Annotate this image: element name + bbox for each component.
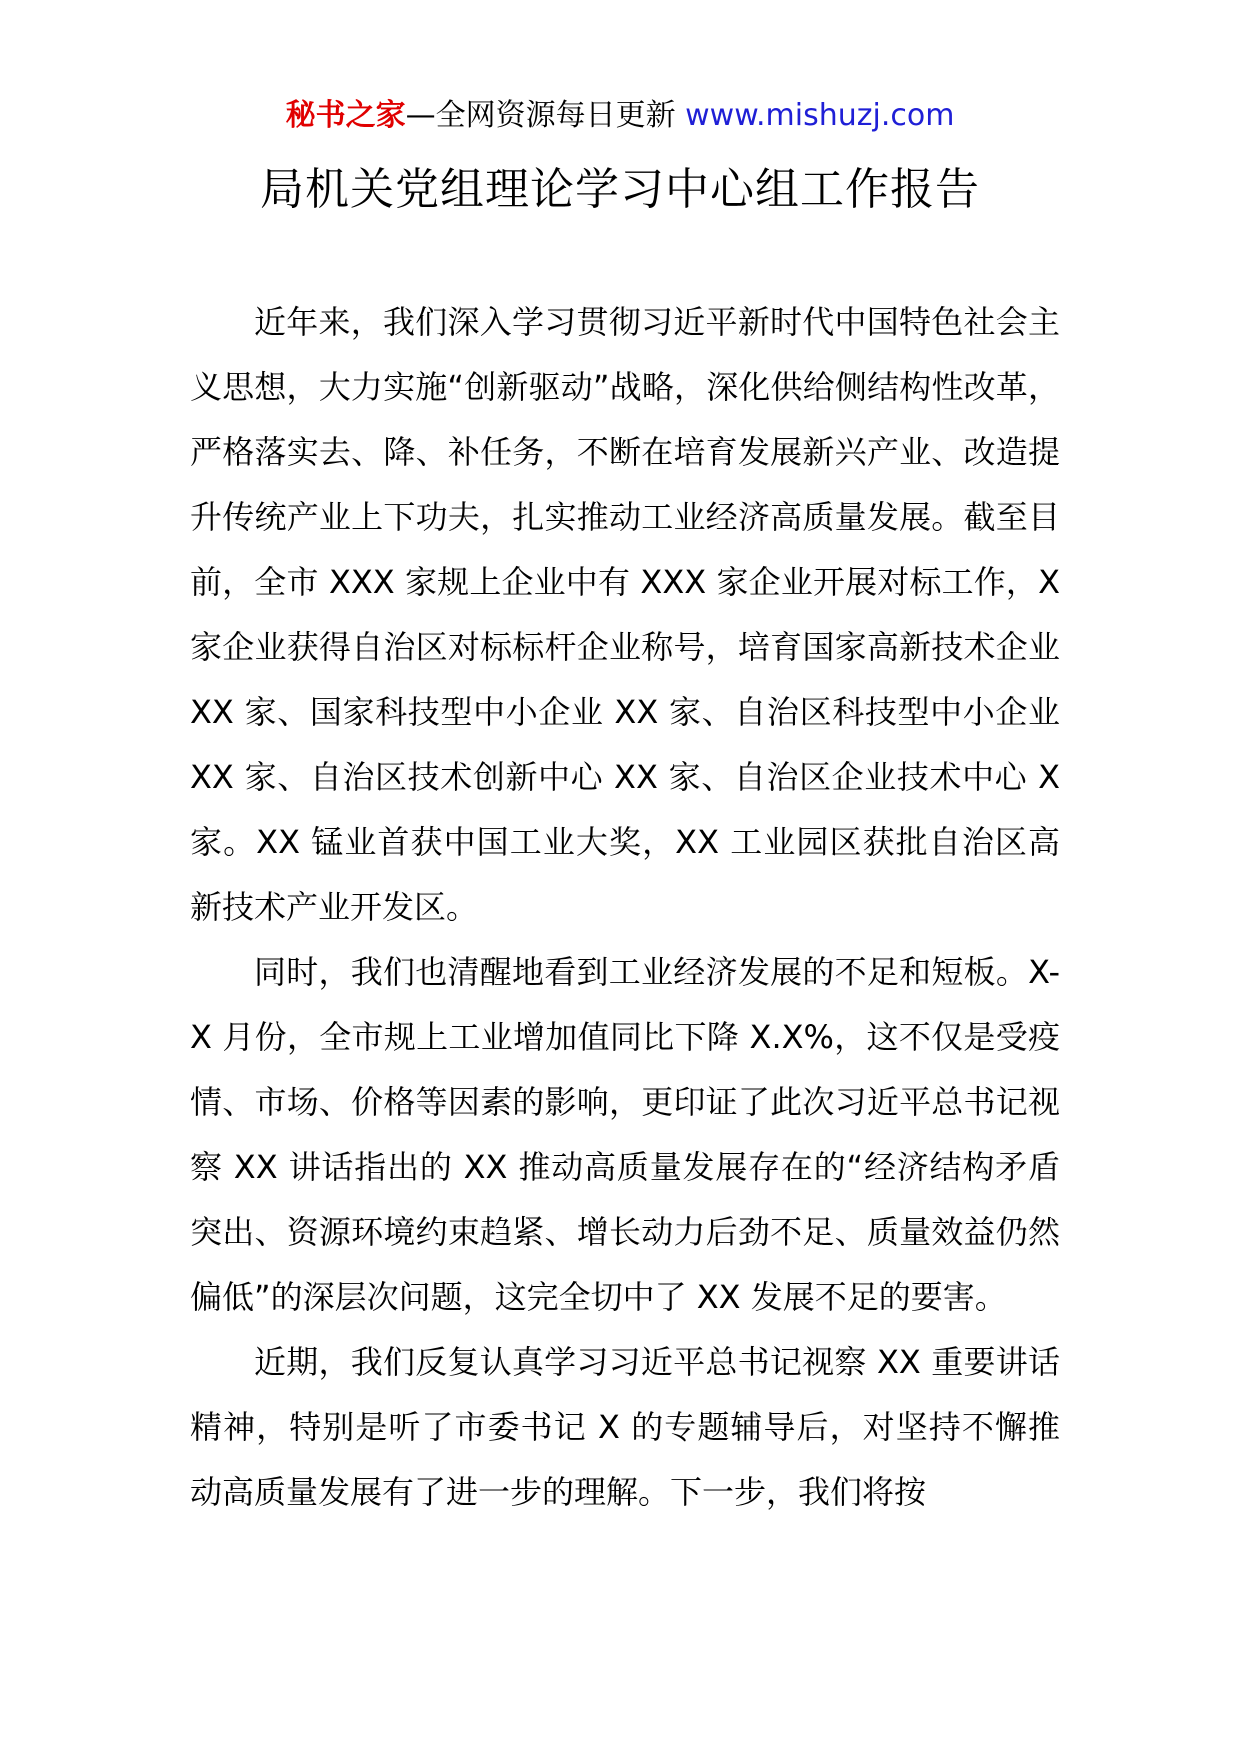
site-brand: 秘书之家 — [285, 98, 406, 133]
site-header — [0, 96, 1240, 136]
body-paragraph-3: 近期，我们反复认真学习习近平总书记视察 XX 重要讲话精神，特别是听了市委书记 X 的专题辅导后，对坚持不懈推动高质量发展有了进一步的理解。下一步，我们将按 — [190, 1343, 1060, 1511]
site-slogan: —全网资源每日更新 — [405, 98, 676, 133]
document-body — [190, 290, 1060, 1525]
site-url-link[interactable]: www.mishuzj.com — [685, 98, 955, 133]
body-paragraph-1: 近年来，我们深入学习贯彻习近平新时代中国特色社会主义思想，大力实施“创新驱动”战略，深化供给侧结构性改革，严格落实去、降、补任务，不断在培育发展新兴产业、改造提升传统产业上下功夫，扎实推动工业经济高质量发展。截至目前，全市 XXX 家规上企业中有 XXX 家企业开展对标工作，X 家企业获得自治区对标标杆企业称号，培育国家高新技术企业 XX 家、国家科技型中小企业 XX 家、自治区科技型中小企业 XX 家、自治区技术创新中心 XX 家、自治区企业技术中心 X 家。XX 锰业首获中国工业大奖，XX 工业园区获批自治区高新技术产业开发区。 — [190, 303, 1060, 926]
body-paragraph-2: 同时，我们也清醒地看到工业经济发展的不足和短板。X-X 月份，全市规上工业增加值同比下降 X.X%，这不仅是受疫情、市场、价格等因素的影响，更印证了此次习近平总书记视察 XX 讲话指出的 XX 推动高质量发展存在的“经济结构矛盾突出、资源环境约束趋紧、增长动力后劲不足、质量效益仍然偏低”的深层次问题，这完全切中了 XX 发展不足的要害。 — [190, 953, 1060, 1316]
document-title: 局机关党组理论学习中心组工作报告 — [260, 164, 980, 215]
